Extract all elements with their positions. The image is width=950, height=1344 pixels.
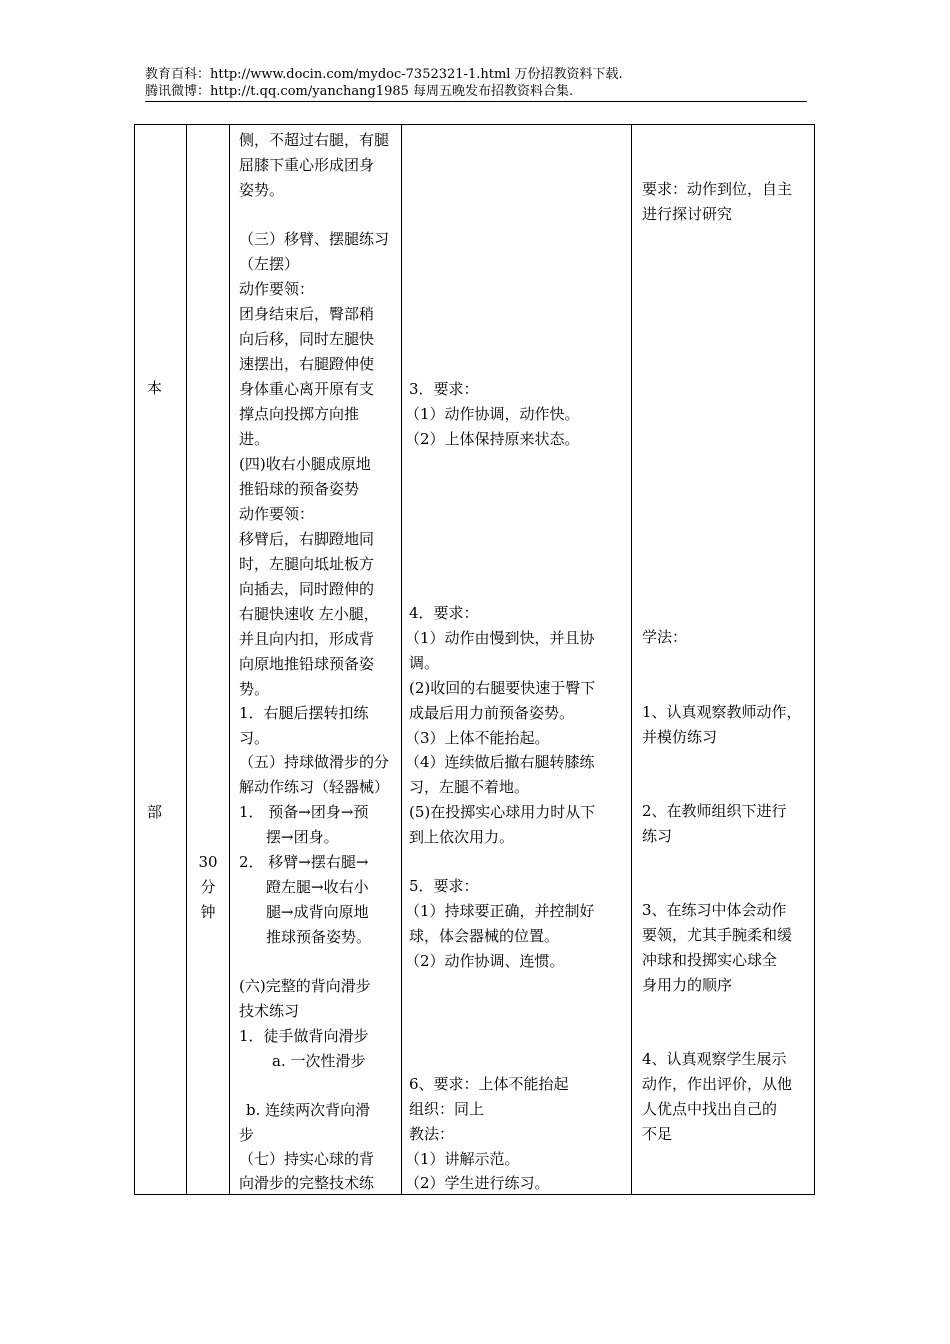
content-line: （五）持球做滑步的分 [239, 753, 390, 771]
lesson-table [134, 124, 815, 1195]
requirement-line: （2）上体保持原来状态。 [405, 430, 580, 448]
requirement-line: (2)收回的右腿要快速于臀下 [409, 679, 596, 697]
content-line: 向滑步的完整技术练 [239, 1174, 375, 1192]
student-line: 学法： [642, 628, 688, 646]
duration-column [187, 125, 230, 1194]
student-line: 进行探讨研究 [642, 205, 733, 223]
content-line: 右腿快速收 左小腿， [239, 605, 379, 623]
requirement-line: 5．要求： [409, 877, 479, 895]
student-line: 要领，尤其手腕柔和缓 [642, 926, 793, 944]
requirement-line: （2）动作协调、连惯。 [405, 952, 565, 970]
requirement-line: 成最后用力前预备姿势。 [409, 704, 575, 722]
content-line: (四)收右小腿成原地 [239, 455, 371, 473]
requirement-line: 组织：同上 [409, 1100, 485, 1118]
content-line: 推球预备姿势。 [266, 928, 372, 946]
duration-unit-2: 钟 [200, 903, 216, 921]
content-line: a. 一次性滑步 [272, 1052, 366, 1070]
requirement-line: （1）持球要正确，并控制好 [405, 902, 595, 920]
content-line: 推铅球的预备姿势 [239, 480, 360, 498]
content-line: 步 [239, 1126, 255, 1144]
requirement-line: (5)在投掷实心球用力时从下 [409, 803, 596, 821]
content-line: 1． 预备→团身→预 [239, 803, 369, 821]
content-line: b. 连续两次背向滑 [246, 1101, 371, 1119]
student-line: 4、认真观察学生展示 [642, 1050, 787, 1068]
requirement-line: （4）连续做后撤右腿转膝练 [405, 753, 595, 771]
content-line: 屈膝下重心形成团身 [239, 156, 375, 174]
student-line: 不足 [642, 1125, 673, 1143]
content-line: 移臂后，右脚蹬地同 [239, 530, 375, 548]
student-line: 练习 [642, 827, 673, 845]
part-label-bottom: 部 [147, 803, 163, 821]
duration-number: 30 [198, 853, 218, 871]
content-line: 动作要领： [239, 280, 315, 298]
requirement-line: 6、要求：上体不能抬起 [409, 1075, 569, 1093]
requirement-line: （1）讲解示范。 [405, 1150, 520, 1168]
student-line: 人优点中找出自己的 [642, 1100, 778, 1118]
content-line: 摆→团身。 [266, 828, 339, 846]
requirement-line: （1）动作协调，动作快。 [405, 405, 580, 423]
content-line: 蹬左腿→收右小 [266, 878, 369, 896]
student-line: 要求：动作到位，自主 [642, 180, 793, 198]
student-method-column [632, 125, 814, 1194]
requirement-line: 教法： [409, 1125, 455, 1143]
content-line: 撑点向投掷方向推 [239, 405, 360, 423]
requirement-line: 球，体会器械的位置。 [409, 927, 560, 945]
content-line: （左摆） [239, 255, 300, 273]
content-column [230, 125, 402, 1194]
content-line: 向原地推铅球预备姿 [239, 655, 375, 673]
student-line: 1、认真观察教师动作， [642, 703, 802, 721]
content-line: 侧，不超过右腿，有腿 [239, 131, 390, 149]
header-line-1: 教育百科：http://www.docin.com/mydoc-7352321-1.html 万份招教资料下载. [145, 67, 623, 82]
content-line: 势。 [239, 680, 270, 698]
student-line: 并模仿练习 [642, 728, 718, 746]
content-line: 1．右腿后摆转扣练 [239, 704, 369, 722]
requirement-line: （1）动作由慢到快，并且协 [405, 629, 595, 647]
content-line: 1．徒手做背向滑步 [239, 1027, 369, 1045]
content-line: 姿势。 [239, 181, 285, 199]
part-column [135, 125, 187, 1194]
content-line: 向后移，同时左腿快 [239, 330, 375, 348]
content-line: 腿→成背向原地 [266, 903, 369, 921]
student-line: 身用力的顺序 [642, 976, 733, 994]
requirement-line: 4．要求： [409, 604, 479, 622]
student-line: 冲球和投掷实心球全 [642, 951, 778, 969]
student-line: 动作，作出评价，从他 [642, 1075, 793, 1093]
content-line: （三）移臂、摆腿练习 [239, 230, 390, 248]
content-line: 速摆出，右腿蹬伸使 [239, 355, 375, 373]
content-line: 身体重心离开原有支 [239, 380, 375, 398]
page-header [145, 66, 807, 100]
duration-unit-1: 分 [200, 878, 216, 896]
content-line: 动作要领： [239, 505, 315, 523]
requirement-line: （2）学生进行练习。 [405, 1174, 550, 1192]
requirements-column [402, 125, 632, 1194]
part-label-top: 本 [147, 379, 163, 397]
student-line: 3、在练习中体会动作 [642, 901, 787, 919]
requirement-line: （3）上体不能抬起。 [405, 729, 550, 747]
content-line: (六)完整的背向滑步 [239, 977, 371, 995]
content-line: 习。 [239, 729, 270, 747]
content-line: 时，左腿向坻址板方 [239, 555, 375, 573]
requirement-line: 到上依次用力。 [409, 828, 515, 846]
requirement-line: 调。 [409, 654, 440, 672]
content-line: 并且向内扣，形成背 [239, 630, 375, 648]
content-line: 向插去，同时蹬伸的 [239, 580, 375, 598]
requirement-line: 习，左腿不着地。 [409, 778, 530, 796]
requirement-line: 3．要求： [409, 380, 479, 398]
content-line: （七）持实心球的背 [239, 1150, 375, 1168]
content-line: 解动作练习（轻器械） [239, 778, 390, 796]
content-line: 2． 移臂→摆右腿→ [239, 853, 369, 871]
content-line: 团身结束后，臀部稍 [239, 305, 375, 323]
content-line: 技术练习 [239, 1002, 300, 1020]
header-line-2: 腾讯微博：http://t.qq.com/yanchang1985 每周五晚发布招教资料合集. [145, 84, 574, 99]
student-line: 2、在教师组织下进行 [642, 802, 787, 820]
header-rule [145, 101, 807, 102]
content-line: 进。 [239, 430, 270, 448]
